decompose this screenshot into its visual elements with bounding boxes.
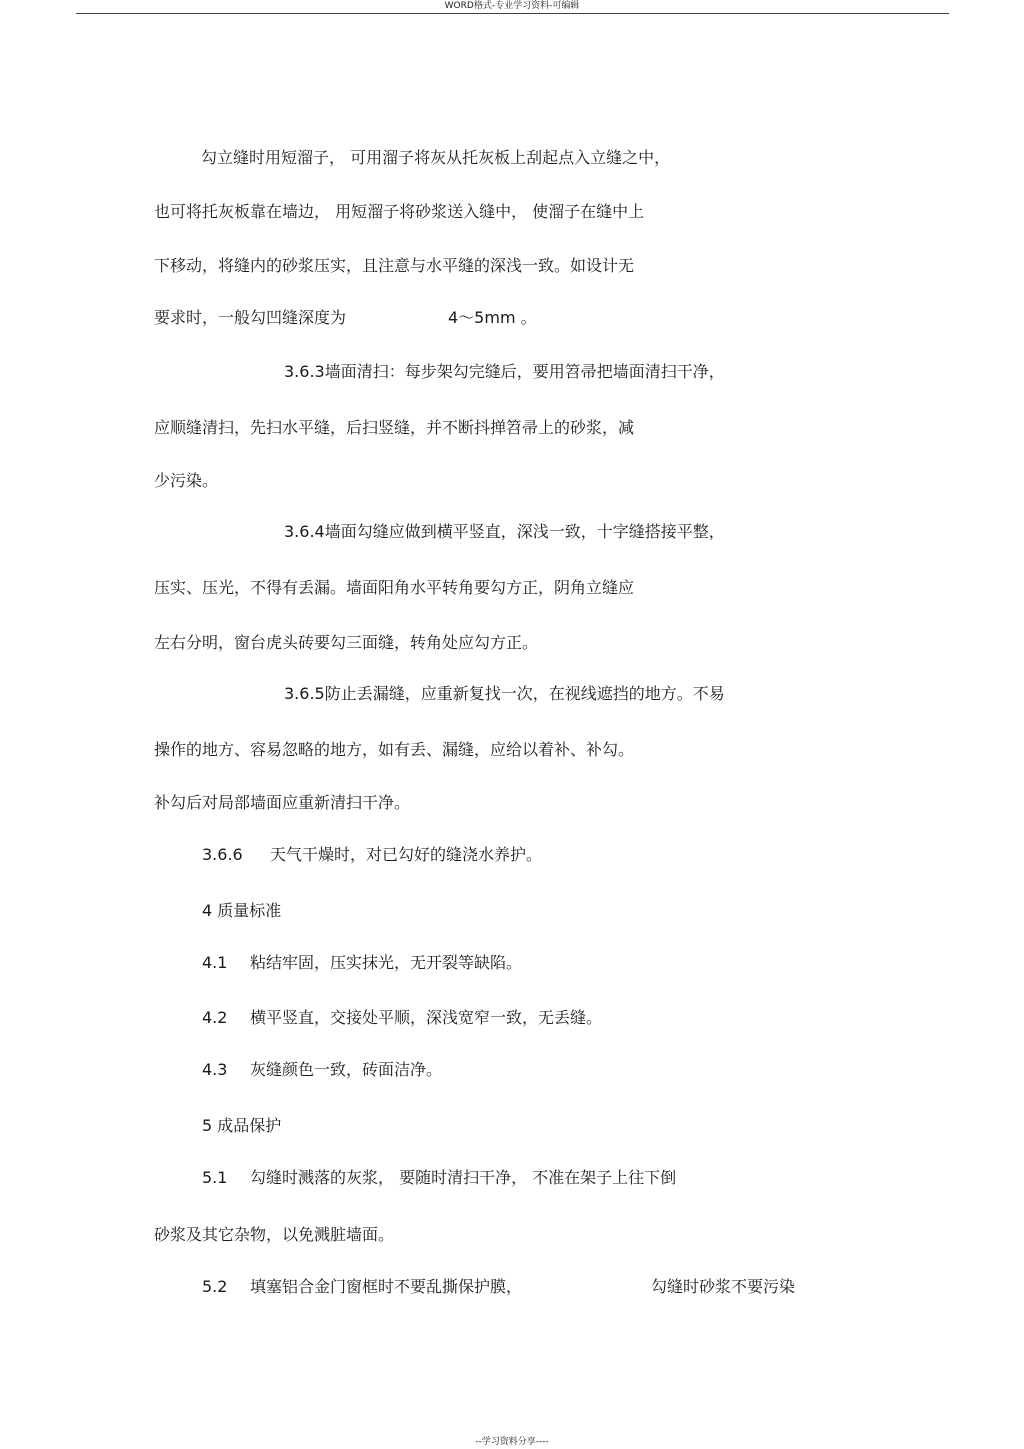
- section-number: 5.2: [202, 1277, 228, 1296]
- header-divider: [76, 13, 949, 14]
- paragraph-line: 压实、压光，不得有丢漏。墙面阳角水平转角要勾方正，阴角立缝应: [154, 578, 635, 597]
- paragraph-line: 应顺缝清扫，先扫水平缝，后扫竖缝，并不断抖掸笤帚上的砂浆，减: [154, 418, 635, 437]
- section-3-6-5: 3.6.5防止丢漏缝，应重新复找一次，在视线遮挡的地方。不易: [284, 684, 725, 703]
- section-heading: 5 成品保护: [202, 1116, 282, 1135]
- section-number: 4.2: [202, 1008, 228, 1027]
- paragraph-line: 砂浆及其它杂物，以免溅脏墙面。: [154, 1225, 395, 1244]
- paragraph-line: 补勾后对局部墙面应重新清扫干净。: [154, 793, 411, 812]
- paragraph-line: 也可将托灰板靠在墙边， 用短溜子将砂浆送入缝中， 使溜子在缝中上: [154, 202, 645, 221]
- paragraph-line: 下移动，将缝内的砂浆压实，且注意与水平缝的深浅一致。如设计无: [154, 256, 635, 275]
- page-footer: --学习资料分享----: [475, 1437, 549, 1447]
- section-number: 4.3: [202, 1060, 228, 1079]
- section-text: 天气干燥时，对已勾好的缝浇水养护。: [270, 845, 543, 864]
- paragraph-line: 左右分明，窗台虎头砖要勾三面缝，转角处应勾方正。: [154, 633, 539, 652]
- section-text: 横平竖直，交接处平顺，深浅宽窄一致，无丢缝。: [250, 1008, 603, 1027]
- section-number: 3.6.6: [202, 845, 243, 864]
- section-heading: 4 质量标准: [202, 901, 282, 920]
- paragraph-line: 操作的地方、容易忽略的地方，如有丢、漏缝，应给以着补、补勾。: [154, 740, 635, 759]
- section-text: 粘结牢固，压实抹光，无开裂等缺陷。: [250, 953, 523, 972]
- section-text-continued: 勾缝时砂浆不要污染: [651, 1277, 796, 1296]
- section-number: 4.1: [202, 953, 228, 972]
- paragraph-line: 勾立缝时用短溜子， 可用溜子将灰从托灰板上刮起点入立缝之中，: [201, 148, 671, 167]
- section-3-6-4: 3.6.4墙面勾缝应做到横平竖直，深浅一致，十字缝搭接平整，: [284, 522, 725, 541]
- paragraph-line: 少污染。: [154, 471, 219, 490]
- section-number: 5.1: [202, 1168, 228, 1187]
- section-text: 填塞铝合金门窗框时不要乱撕保护膜，: [250, 1277, 523, 1296]
- page-header: WORD格式-专业学习资料-可编辑: [444, 1, 580, 11]
- section-text: 灰缝颜色一致，砖面洁净。: [250, 1060, 443, 1079]
- paragraph-line: 要求时，一般勾凹缝深度为: [154, 308, 347, 327]
- section-text: 勾缝时溅落的灰浆， 要随时清扫干净， 不准在架子上往下倒: [250, 1168, 677, 1187]
- depth-value: 4～5mm 。: [448, 308, 537, 327]
- section-3-6-3: 3.6.3墙面清扫：每步架勾完缝后，要用笤帚把墙面清扫干净，: [284, 362, 725, 381]
